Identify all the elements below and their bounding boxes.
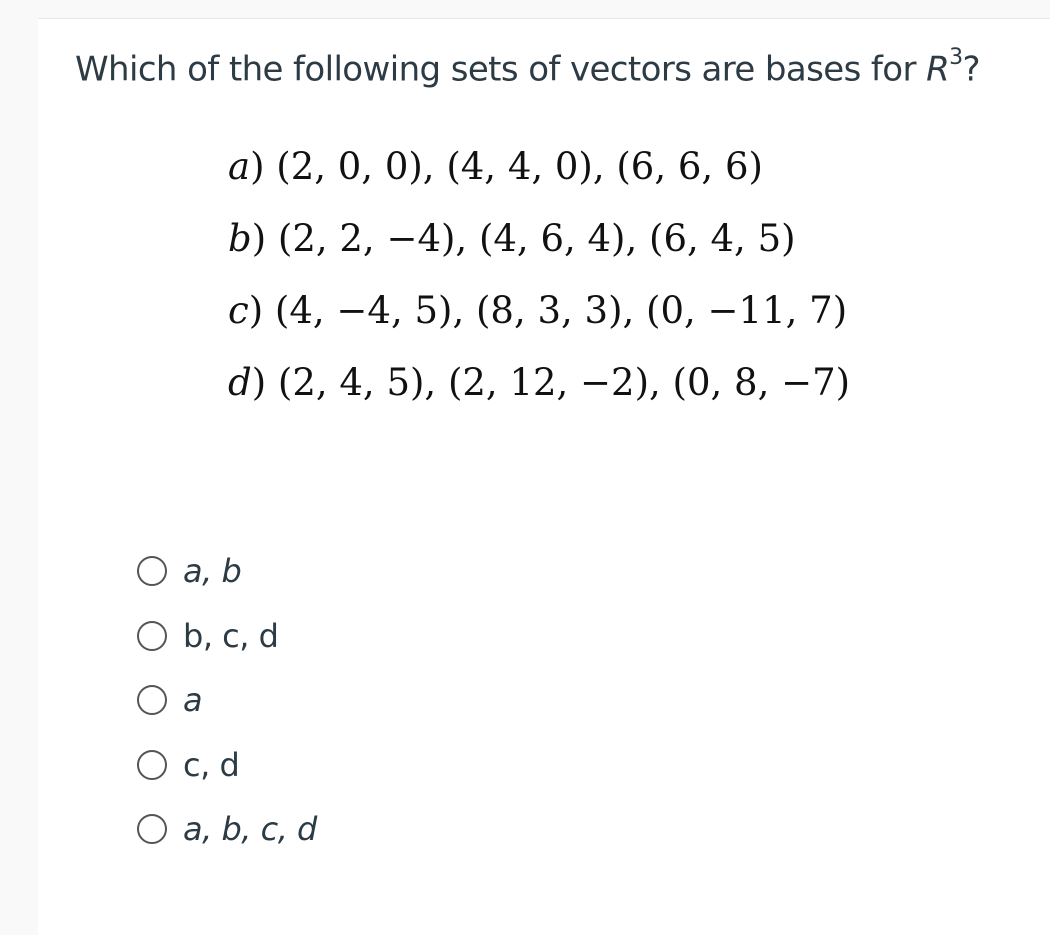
set-letter: b bbox=[228, 217, 252, 260]
vector-sets bbox=[228, 131, 850, 419]
answer-label: a bbox=[183, 681, 203, 720]
question-prefix: Which of the following sets of vectors are bases for bbox=[75, 49, 927, 90]
radio-button[interactable] bbox=[137, 750, 167, 780]
vector-set-d bbox=[228, 347, 850, 419]
radio-button[interactable] bbox=[137, 685, 167, 715]
set-vectors: ) (2, 4, 5), (2, 12, −2), (0, 8, −7) bbox=[251, 361, 851, 404]
set-vectors: ) (2, 2, −4), (4, 6, 4), (6, 4, 5) bbox=[251, 217, 796, 260]
set-letter: a bbox=[228, 145, 251, 188]
set-vectors: ) (4, −4, 5), (8, 3, 3), (0, −11, 7) bbox=[248, 289, 848, 332]
radio-button[interactable] bbox=[137, 814, 167, 844]
answer-option-b-c-d[interactable] bbox=[137, 604, 317, 669]
vector-set-b bbox=[228, 203, 850, 275]
question-variable: R bbox=[926, 49, 950, 90]
set-letter: d bbox=[228, 361, 252, 404]
set-vectors: ) (2, 0, 0), (4, 4, 0), (6, 6, 6) bbox=[250, 145, 763, 188]
vector-set-c bbox=[228, 275, 850, 347]
answer-option-a-b[interactable] bbox=[137, 539, 317, 604]
answer-option-a-b-c-d[interactable] bbox=[137, 797, 317, 862]
answer-label: c, d bbox=[183, 745, 240, 784]
answer-options bbox=[137, 539, 317, 862]
question-suffix: ? bbox=[962, 49, 980, 90]
vector-set-a bbox=[228, 131, 850, 203]
answer-option-c-d[interactable] bbox=[137, 733, 317, 798]
set-letter: c bbox=[228, 289, 249, 332]
answer-label: a, b bbox=[183, 552, 242, 591]
question-text bbox=[75, 45, 980, 90]
radio-button[interactable] bbox=[137, 556, 167, 586]
question-card bbox=[38, 18, 1050, 935]
question-exponent: 3 bbox=[949, 45, 963, 70]
answer-option-a[interactable] bbox=[137, 668, 317, 733]
radio-button[interactable] bbox=[137, 621, 167, 651]
answer-label: a, b, c, d bbox=[183, 810, 317, 849]
answer-label: b, c, d bbox=[183, 616, 279, 655]
